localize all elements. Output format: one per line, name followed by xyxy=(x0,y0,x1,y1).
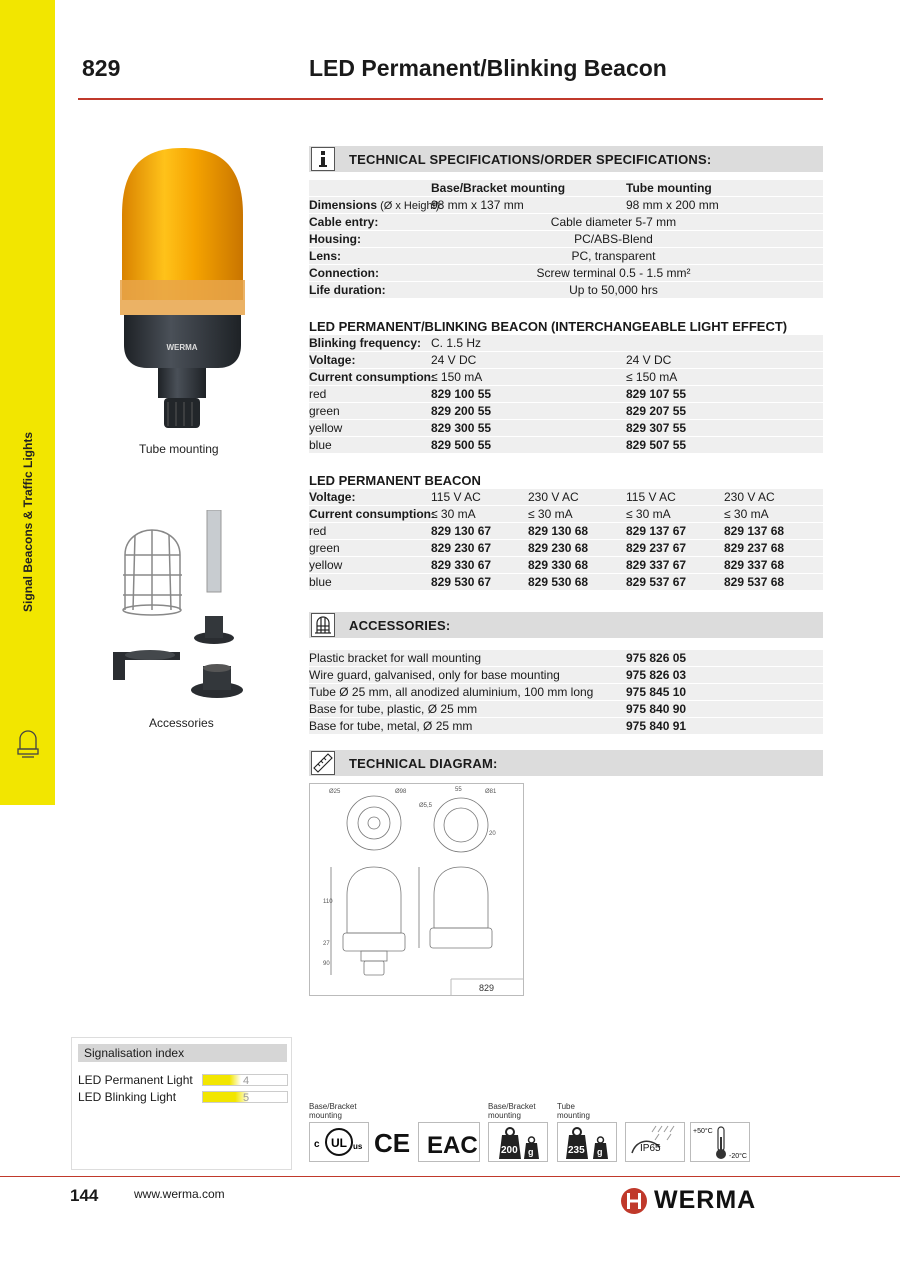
technical-diagram xyxy=(309,783,524,996)
order-code: 829 330 67 xyxy=(431,558,492,572)
row-value: ≤ 30 mA xyxy=(724,507,769,521)
blinking-beacon-table xyxy=(309,318,823,454)
diagram-header xyxy=(309,750,823,776)
werma-logo-text: WERMA xyxy=(654,1186,757,1214)
order-code: 829 300 55 xyxy=(431,421,492,435)
row-label: Voltage: xyxy=(309,490,356,504)
signal-index-value: 5 xyxy=(243,1092,250,1104)
product-number: 829 xyxy=(82,55,121,81)
temp-min: -20°C xyxy=(729,1153,747,1160)
spec-label: Lens: xyxy=(309,249,342,263)
beacon-icon xyxy=(17,727,39,763)
accessory-name: Base for tube, metal, Ø 25 mm xyxy=(309,719,473,733)
spec-value: Screw terminal 0.5 - 1.5 mm² xyxy=(536,266,691,280)
row-value: ≤ 150 mA xyxy=(431,370,483,384)
wire-guard-icon xyxy=(311,613,335,637)
info-icon xyxy=(311,147,335,171)
cul-us-cert-icon xyxy=(309,1122,369,1162)
row-label: Current consumption: xyxy=(309,370,435,384)
row-value: ≤ 150 mA xyxy=(626,370,678,384)
accessory-code: 975 826 05 xyxy=(626,651,687,665)
row-value: 230 V AC xyxy=(528,490,579,504)
weight-value: 200 xyxy=(501,1145,518,1156)
accessory-name: Base for tube, plastic, Ø 25 mm xyxy=(309,702,478,716)
color-label: yellow xyxy=(309,558,343,572)
accessory-code: 975 845 10 xyxy=(626,685,687,699)
row-value: ≤ 30 mA xyxy=(528,507,573,521)
permanent-title-row xyxy=(309,472,823,489)
diagram-title: TECHNICAL DIAGRAM: xyxy=(349,756,498,771)
table-row xyxy=(309,403,823,420)
list-item xyxy=(309,684,823,701)
signal-index-fill xyxy=(203,1075,241,1085)
permanent-voltage-row xyxy=(309,489,823,506)
cert-text: CE xyxy=(374,1128,411,1158)
weight-value: 235 xyxy=(568,1145,585,1156)
row-value: 24 V DC xyxy=(431,353,477,367)
order-code: 829 207 55 xyxy=(626,404,687,418)
header-divider xyxy=(78,98,823,100)
table-row xyxy=(309,574,823,591)
signal-index-bar xyxy=(202,1091,288,1103)
order-code: 829 137 67 xyxy=(626,524,687,538)
order-code: 829 237 68 xyxy=(724,541,785,555)
list-item xyxy=(309,650,823,667)
order-code: 829 230 67 xyxy=(431,541,492,555)
row-label: Current consumption: xyxy=(309,507,435,521)
dim-label: Ø5,5 xyxy=(419,803,433,809)
dim-label: 110 xyxy=(323,899,333,905)
table-row xyxy=(309,437,823,454)
list-item xyxy=(309,701,823,718)
werma-logo-icon xyxy=(620,1187,648,1215)
sidebar-category-label: Signal Beacons & Traffic Lights xyxy=(21,431,35,613)
row-value: ≤ 30 mA xyxy=(431,507,476,521)
color-label: red xyxy=(309,524,327,538)
dim-label: 20 xyxy=(489,831,496,837)
order-code: 829 307 55 xyxy=(626,421,687,435)
dim-label: Ø98 xyxy=(395,789,407,795)
permanent-current-row xyxy=(309,506,823,523)
signal-index-value: 4 xyxy=(243,1075,250,1087)
permanent-beacon-table xyxy=(309,472,823,591)
tech-spec-header-row xyxy=(309,180,823,197)
blinking-frequency-row xyxy=(309,335,823,352)
order-code: 829 530 67 xyxy=(431,575,492,589)
website-link[interactable]: www.werma.com xyxy=(134,1187,225,1201)
list-item xyxy=(309,667,823,684)
temperature-range-icon xyxy=(690,1122,750,1162)
color-label: yellow xyxy=(309,421,343,435)
signalisation-index-title: Signalisation index xyxy=(78,1044,287,1062)
accessory-code: 975 826 03 xyxy=(626,668,687,682)
order-code: 829 100 55 xyxy=(431,387,492,401)
spec-value: 98 mm x 200 mm xyxy=(626,198,719,212)
order-code: 829 337 67 xyxy=(626,558,687,572)
dim-label: Ø81 xyxy=(485,789,497,795)
row-label: Voltage: xyxy=(309,353,356,367)
spec-label: Dimensions xyxy=(309,198,378,212)
spec-row-cable-entry xyxy=(309,214,823,231)
spec-label-note: (Ø x Height): xyxy=(377,200,443,212)
signal-index-row xyxy=(78,1073,288,1087)
spec-row-connection xyxy=(309,265,823,282)
order-code: 829 130 68 xyxy=(528,524,589,538)
accessories-header xyxy=(309,612,823,638)
dim-label: 55 xyxy=(455,787,462,793)
color-label: green xyxy=(309,541,340,555)
accessories-title: ACCESSORIES: xyxy=(349,618,451,633)
order-code: 829 537 67 xyxy=(626,575,687,589)
spec-row-dimensions xyxy=(309,197,823,214)
diagram-caption: 829 xyxy=(479,983,495,993)
blinking-title: LED PERMANENT/BLINKING BEACON (INTERCHANGEABLE LIGHT EFFECT) xyxy=(309,319,788,334)
page-number: 144 xyxy=(70,1186,99,1205)
order-code: 829 507 55 xyxy=(626,438,687,452)
accessory-name: Tube Ø 25 mm, all anodized aluminium, 100 mm long xyxy=(309,685,594,699)
color-label: blue xyxy=(309,575,332,589)
order-code: 829 500 55 xyxy=(431,438,492,452)
order-code: 829 107 55 xyxy=(626,387,687,401)
sidebar xyxy=(0,0,55,805)
ip65-icon xyxy=(625,1122,685,1162)
spec-value: Cable diameter 5-7 mm xyxy=(550,215,677,229)
accessory-name: Plastic bracket for wall mounting xyxy=(309,651,482,665)
beacon-product-image xyxy=(110,140,255,435)
order-code: 829 330 68 xyxy=(528,558,589,572)
tube-mounting-label: Tube mounting xyxy=(557,1102,590,1120)
spec-value: PC, transparent xyxy=(571,249,656,263)
cert-text: UL xyxy=(331,1136,347,1150)
ip-rating: IP65 xyxy=(640,1143,661,1154)
spec-value: PC/ABS-Blend xyxy=(574,232,653,246)
accessory-name: Wire guard, galvanised, only for base mounting xyxy=(309,668,560,682)
signal-index-bar xyxy=(202,1074,288,1086)
tech-spec-title: TECHNICAL SPECIFICATIONS/ORDER SPECIFICATIONS: xyxy=(349,152,712,167)
spec-value: Up to 50,000 hrs xyxy=(569,283,658,297)
accessories-table xyxy=(309,650,823,735)
ce-mark-icon xyxy=(371,1122,413,1162)
spec-label: Cable entry: xyxy=(309,215,379,229)
accessory-code: 975 840 91 xyxy=(626,719,687,733)
order-code: 829 200 55 xyxy=(431,404,492,418)
weight-base-icon xyxy=(488,1122,548,1162)
dim-label: 27 xyxy=(323,941,330,947)
eac-mark-icon xyxy=(418,1122,480,1162)
signal-index-label: LED Blinking Light xyxy=(78,1090,177,1104)
order-code: 829 230 68 xyxy=(528,541,589,555)
permanent-title: LED PERMANENT BEACON xyxy=(309,473,481,488)
tech-spec-header xyxy=(309,146,823,172)
signalisation-index xyxy=(71,1037,292,1170)
spec-value: 98 mm x 137 mm xyxy=(431,198,524,212)
table-row xyxy=(309,523,823,540)
dim-label: Ø25 xyxy=(329,789,341,795)
weight-tube-icon xyxy=(557,1122,617,1162)
table-row xyxy=(309,420,823,437)
base-mounting-label-2: Base/Bracket mounting xyxy=(488,1102,536,1120)
accessories-image-caption: Accessories xyxy=(149,716,214,730)
weight-unit: g xyxy=(597,1147,603,1157)
row-value: ≤ 30 mA xyxy=(626,507,671,521)
order-code: 829 130 67 xyxy=(431,524,492,538)
order-code: 829 337 68 xyxy=(724,558,785,572)
cert-text: c xyxy=(314,1139,320,1150)
footer-divider xyxy=(0,1176,900,1177)
spec-row-life-duration xyxy=(309,282,823,299)
spec-row-housing xyxy=(309,231,823,248)
blinking-current-row xyxy=(309,369,823,386)
row-value: 24 V DC xyxy=(626,353,672,367)
cert-text: us xyxy=(353,1142,363,1151)
spec-label: Housing: xyxy=(309,232,361,246)
blinking-title-row xyxy=(309,318,823,335)
row-value: 115 V AC xyxy=(431,490,481,504)
color-label: green xyxy=(309,404,340,418)
table-row xyxy=(309,557,823,574)
temp-max: +50°C xyxy=(693,1128,713,1135)
page-title: LED Permanent/Blinking Beacon xyxy=(309,55,667,81)
signal-index-label: LED Permanent Light xyxy=(78,1073,193,1087)
row-value: 115 V AC xyxy=(626,490,676,504)
beacon-image-caption: Tube mounting xyxy=(139,442,219,456)
spec-label: Connection: xyxy=(309,266,379,280)
accessories-image xyxy=(105,510,255,710)
werma-logo xyxy=(620,1186,816,1216)
col-tube-mounting: Tube mounting xyxy=(626,181,712,195)
dim-label: 90 xyxy=(323,961,330,967)
spec-label: Life duration: xyxy=(309,283,386,297)
ruler-icon xyxy=(311,751,335,775)
accessory-code: 975 840 90 xyxy=(626,702,687,716)
row-value: C. 1.5 Hz xyxy=(431,336,482,350)
cert-text: EAC xyxy=(427,1132,478,1159)
color-label: red xyxy=(309,387,327,401)
svg-text:WERMA: WERMA xyxy=(166,343,198,352)
order-code: 829 530 68 xyxy=(528,575,589,589)
color-label: blue xyxy=(309,438,332,452)
row-value: 230 V AC xyxy=(724,490,775,504)
row-label: Blinking frequency: xyxy=(309,336,422,350)
order-code: 829 537 68 xyxy=(724,575,785,589)
tech-spec-table xyxy=(309,180,823,299)
order-code: 829 237 67 xyxy=(626,541,687,555)
col-base-mounting: Base/Bracket mounting xyxy=(431,181,566,195)
table-row xyxy=(309,386,823,403)
weight-unit: g xyxy=(528,1147,534,1157)
spec-row-lens xyxy=(309,248,823,265)
table-row xyxy=(309,540,823,557)
list-item xyxy=(309,718,823,735)
base-mounting-label: Base/Bracket mounting xyxy=(309,1102,357,1120)
blinking-voltage-row xyxy=(309,352,823,369)
order-code: 829 137 68 xyxy=(724,524,785,538)
signal-index-row xyxy=(78,1090,288,1104)
